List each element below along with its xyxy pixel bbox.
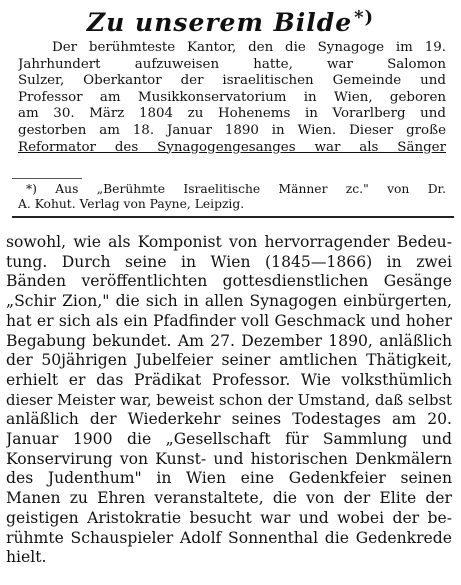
body-line: erhielt er das Prädikat Professor. Wie volksthümlich — [6, 370, 452, 389]
body-line: Januar 1900 die „Gesellschaft für Sammlung und — [6, 430, 452, 449]
body-line: sowohl, wie als Komponist von hervorragender Bedeu- — [6, 233, 452, 251]
body-line: hielt. — [6, 548, 47, 567]
body-line: Manen zu Ehren veranstaltete, die von der Elite der — [6, 489, 452, 508]
intro-line: Reformator des Synagogengesanges war als Sänger — [18, 139, 446, 155]
intro-line: Jahrhundert aufzuweisen hatte, war Salomon — [18, 56, 446, 72]
intro-line: Sulzer, Oberkantor der israelitischen Gemeinde und — [18, 73, 446, 89]
body-line: der 50jährigen Jubelfeier seiner amtlichen Thätigkeit, — [6, 351, 452, 370]
body-line: rühmte Schauspieler Adolf Sonnenthal die Gedenkrede — [6, 528, 452, 547]
body-line: dieser Meister war, beweist schon der Umstand, daß selbst — [6, 391, 452, 409]
body-line: Konservirung von Kunst- und historischen Denkmälern — [6, 449, 452, 468]
intro-line: Der berühmteste Kantor, den die Synagoge im 19. — [52, 40, 446, 55]
body-line: anläßlich der Wiederkehr seines Todestages am 20. — [6, 410, 452, 429]
intro-line: gestorben am 18. Januar 1890 in Wien. Dieser große — [18, 122, 446, 138]
body-line: Begabung bekundet. Am 27. Dezember 1890, anläßlich — [6, 331, 452, 350]
article-title-text: Zu unserem Bilde — [86, 8, 353, 37]
footnote-line: *) Aus „Berühmte Israelitische Männer zc." von Dr. — [26, 182, 446, 196]
body-line: des Judenthum" in Wien eine Gedenkfeier seinen — [6, 469, 452, 488]
footnote-line: A. Kohut. Verlag von Payne, Leipzig. — [18, 197, 245, 212]
footnote-marker: *) — [354, 7, 375, 28]
column-separator — [12, 216, 454, 218]
intro-line: am 30. März 1804 zu Hohenems in Vorarlberg und — [18, 106, 446, 122]
intro-line: Professor am Musikkonservatorium in Wien, geboren — [18, 89, 446, 105]
body-paragraph — [6, 233, 452, 568]
body-line: „Schir Zion," die sich in allen Synagogen einbürgerten, — [6, 292, 452, 311]
body-line: geistigen Aristokratie besucht war und wobei der be- — [6, 508, 452, 527]
body-line: Bänden veröffentlichten gottesdienstlichen Gesänge — [6, 272, 452, 291]
footnote — [18, 182, 446, 213]
body-line: tung. Durch seine in Wien (1845—1866) in zwei — [6, 252, 452, 271]
footnote-rule — [12, 178, 82, 179]
intro-paragraph — [18, 40, 446, 156]
article-title — [0, 2, 461, 39]
body-line: hat er sich als ein Pfadfinder voll Geschmack und hoher — [6, 311, 452, 330]
